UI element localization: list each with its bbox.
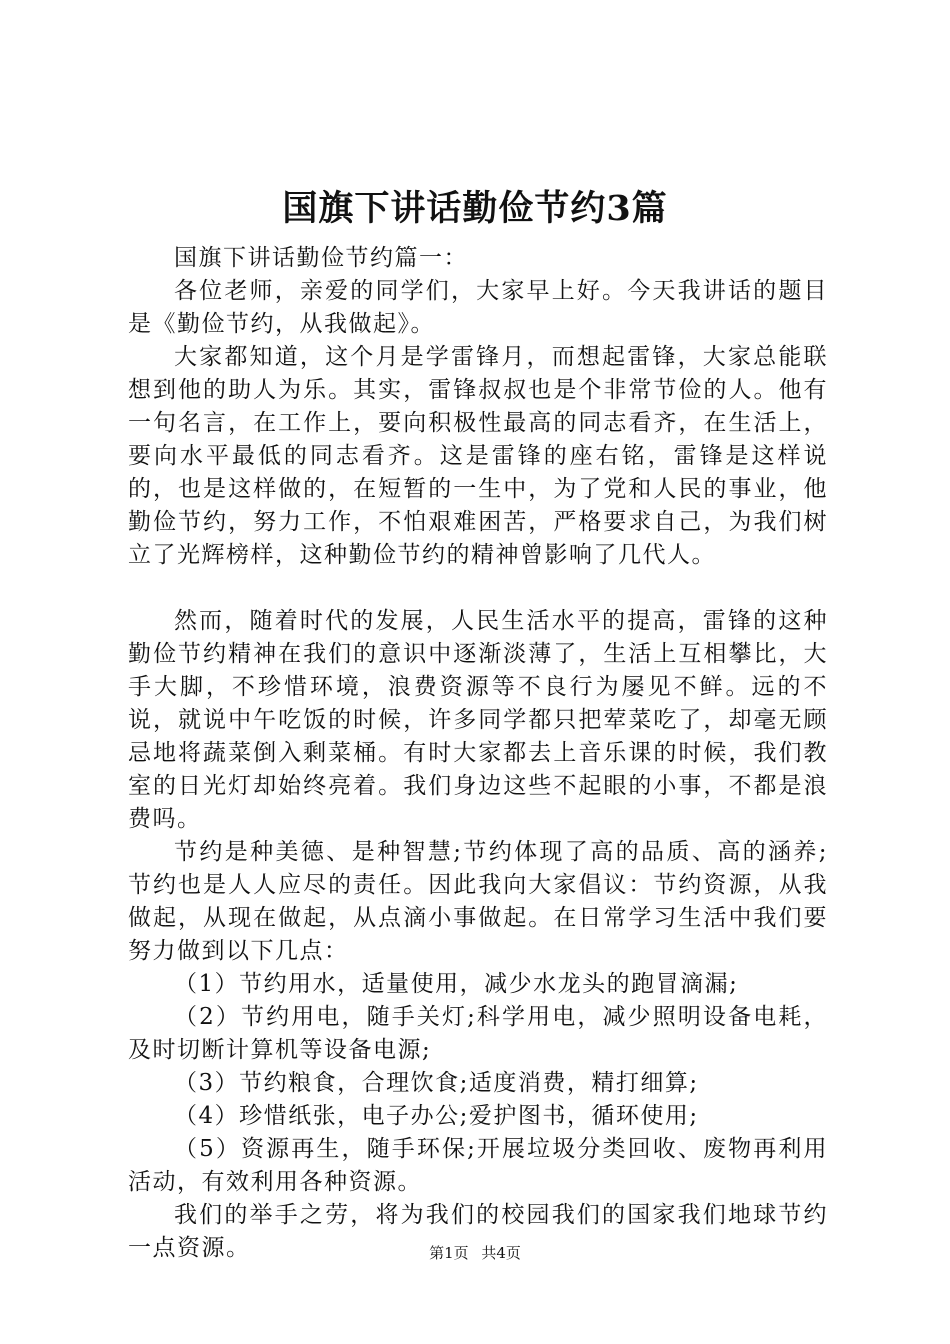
page-number: 第1页 (429, 1244, 469, 1262)
page-footer (0, 1243, 950, 1263)
page-total: 共4页 (481, 1244, 521, 1262)
list-item-recycling: （5）资源再生，随手环保;开展垃圾分类回收、废物再利用活动，有效利用各种资源。 (128, 1136, 828, 1195)
section-heading: 国旗下讲话勤俭节约篇一： (174, 245, 468, 271)
paragraph-leifeng: 大家都知道，这个月是学雷锋月，而想起雷锋，大家总能联想到他的助人为乐。其实，雷锋叔叔也是个非常节俭的人。他有一句名言，在工作上，要向积极性最高的同志看齐，在生活上，要向水平最低的同志看齐。这是雷锋的座右铭，雷锋是这样说的，也是这样做的，在短暂的一生中，为了党和人民的事业，他勤俭节约，努力工作，不怕艰难困苦，严格要求自己，为我们树立了光辉榜样，这种勤俭节约的精神曾影响了几代人。 (128, 344, 828, 568)
document-body (128, 242, 828, 1265)
list-item-food: （3）节约粮食，合理饮食;适度消费，精打细算; (174, 1070, 699, 1096)
list-item-water: （1）节约用水，适量使用，减少水龙头的跑冒滴漏; (174, 971, 739, 997)
list-item-paper: （4）珍惜纸张，电子办公;爱护图书，循环使用; (174, 1103, 699, 1129)
paragraph-spacer (128, 572, 828, 605)
paragraph-waste: 然而，随着时代的发展，人民生活水平的提高，雷锋的这种勤俭节约精神在我们的意识中逐渐淡薄了，生活上互相攀比，大手大脚，不珍惜环境，浪费资源等不良行为屡见不鲜。远的不说，就说中午吃饭的时候，许多同学都只把荤菜吃了，却毫无顾忌地将蔬菜倒入剩菜桶。有时大家都去上音乐课的时候，我们教室的日光灯却始终亮着。我们身边这些不起眼的小事，不都是浪费吗。 (128, 608, 828, 832)
paragraph-proposal: 节约是种美德、是种智慧;节约体现了高的品质、高的涵养;节约也是人人应尽的责任。因此我向大家倡议：节约资源，从我做起，从现在做起，从点滴小事做起。在日常学习生活中我们要努力做到以下几点： (128, 839, 828, 964)
paragraph-closing: 我们的举手之劳，将为我们的校园我们的国家我们地球节约一点资源。 (128, 1202, 828, 1261)
paragraph-greeting: 各位老师，亲爱的同学们，大家早上好。今天我讲话的题目是《勤俭节约，从我做起》。 (128, 278, 828, 337)
list-item-electricity: （2）节约用电，随手关灯;科学用电，减少照明设备电耗，及时切断计算机等设备电源; (128, 1004, 828, 1063)
document-title: 国旗下讲话勤俭节约3篇 (282, 188, 668, 229)
